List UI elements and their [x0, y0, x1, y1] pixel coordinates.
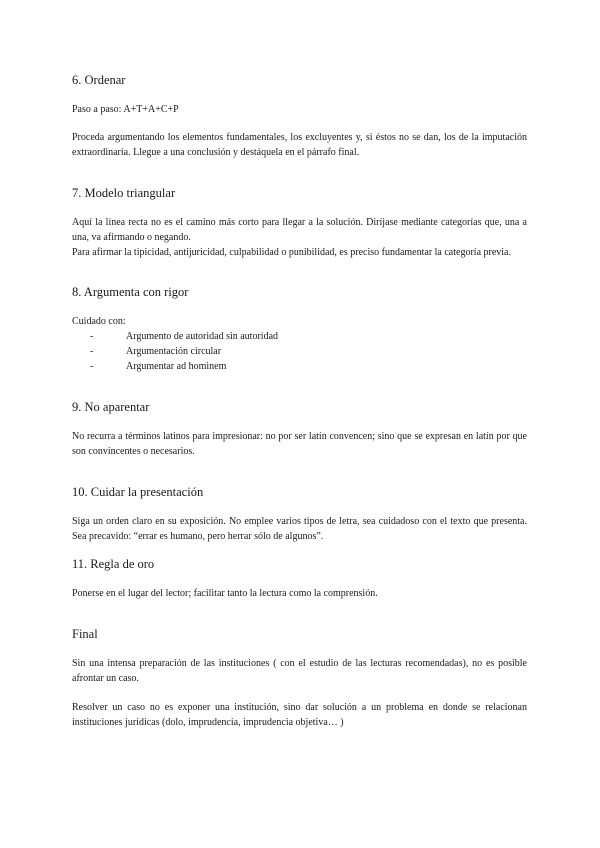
section-6-title: 6. Ordenar [72, 73, 126, 87]
section-7-body-2: Para afirmar la tipicidad, antijuricidad, culpabilidad o punibilidad, es preciso fundamentar la categoría previa. [72, 247, 511, 258]
list-item-text: Argumentar ad hominem [126, 361, 227, 372]
section-8-intro: Cuidado con: [72, 316, 126, 327]
document-page [72, 68, 527, 730]
final-body-1: Sin una intensa preparación de las instituciones ( con el estudio de las lecturas recomendadas), no es posible afrontar un caso. [72, 658, 527, 684]
section-11-body: Ponerse en el lugar del lector; facilitar tanto la lectura como la comprensión. [72, 588, 378, 599]
final-body-2: Resolver un caso no es exponer una institución, sino dar solución a un problema en donde se relacionan instituciones jurídicas (dolo, imprudencia, imprudencia objetiva… ) [72, 702, 527, 728]
section-7-title: 7. Modelo triangular [72, 186, 176, 200]
dash-marker: - [90, 331, 94, 342]
list-item [90, 359, 527, 374]
section-6-steps: Paso a paso: A+T+A+C+P [72, 104, 179, 115]
final-title: Final [72, 627, 98, 641]
section-7-body-1: Aquí la línea recta no es el camino más corto para llegar a la solución. Diríjase mediante categorías que, una a una, va afirmando o negando. [72, 217, 527, 243]
dash-marker: - [90, 361, 94, 372]
section-9-body: No recurra a términos latinos para impresionar: no por ser latín convencen; sino que se expresan en latín por que son convincentes o necesarios. [72, 431, 527, 457]
section-11-title: 11. Regla de oro [72, 557, 155, 571]
section-8-list [72, 329, 527, 374]
list-item [90, 329, 527, 344]
section-8-title: 8. Argumenta con rigor [72, 285, 189, 299]
list-item-text: Argumento de autoridad sin autoridad [126, 331, 279, 342]
section-10-title: 10. Cuidar la presentación [72, 485, 204, 499]
list-item [90, 344, 527, 359]
section-10-body: Siga un orden claro en su exposición. No emplee varios tipos de letra, sea cuidadoso con el texto que presenta. Sea precavido: “errar es humano, pero herrar sólo de algunos”. [72, 516, 527, 542]
dash-marker: - [90, 346, 94, 357]
section-9-title: 9. No aparentar [72, 400, 150, 414]
list-item-text: Argumentación circular [126, 346, 222, 357]
section-6-body: Proceda argumentando los elementos fundamentales, los excluyentes y, si éstos no se dan, los de la imputación extraordinaria. Llegue a una conclusión y destáquela en el párrafo final. [72, 132, 527, 158]
